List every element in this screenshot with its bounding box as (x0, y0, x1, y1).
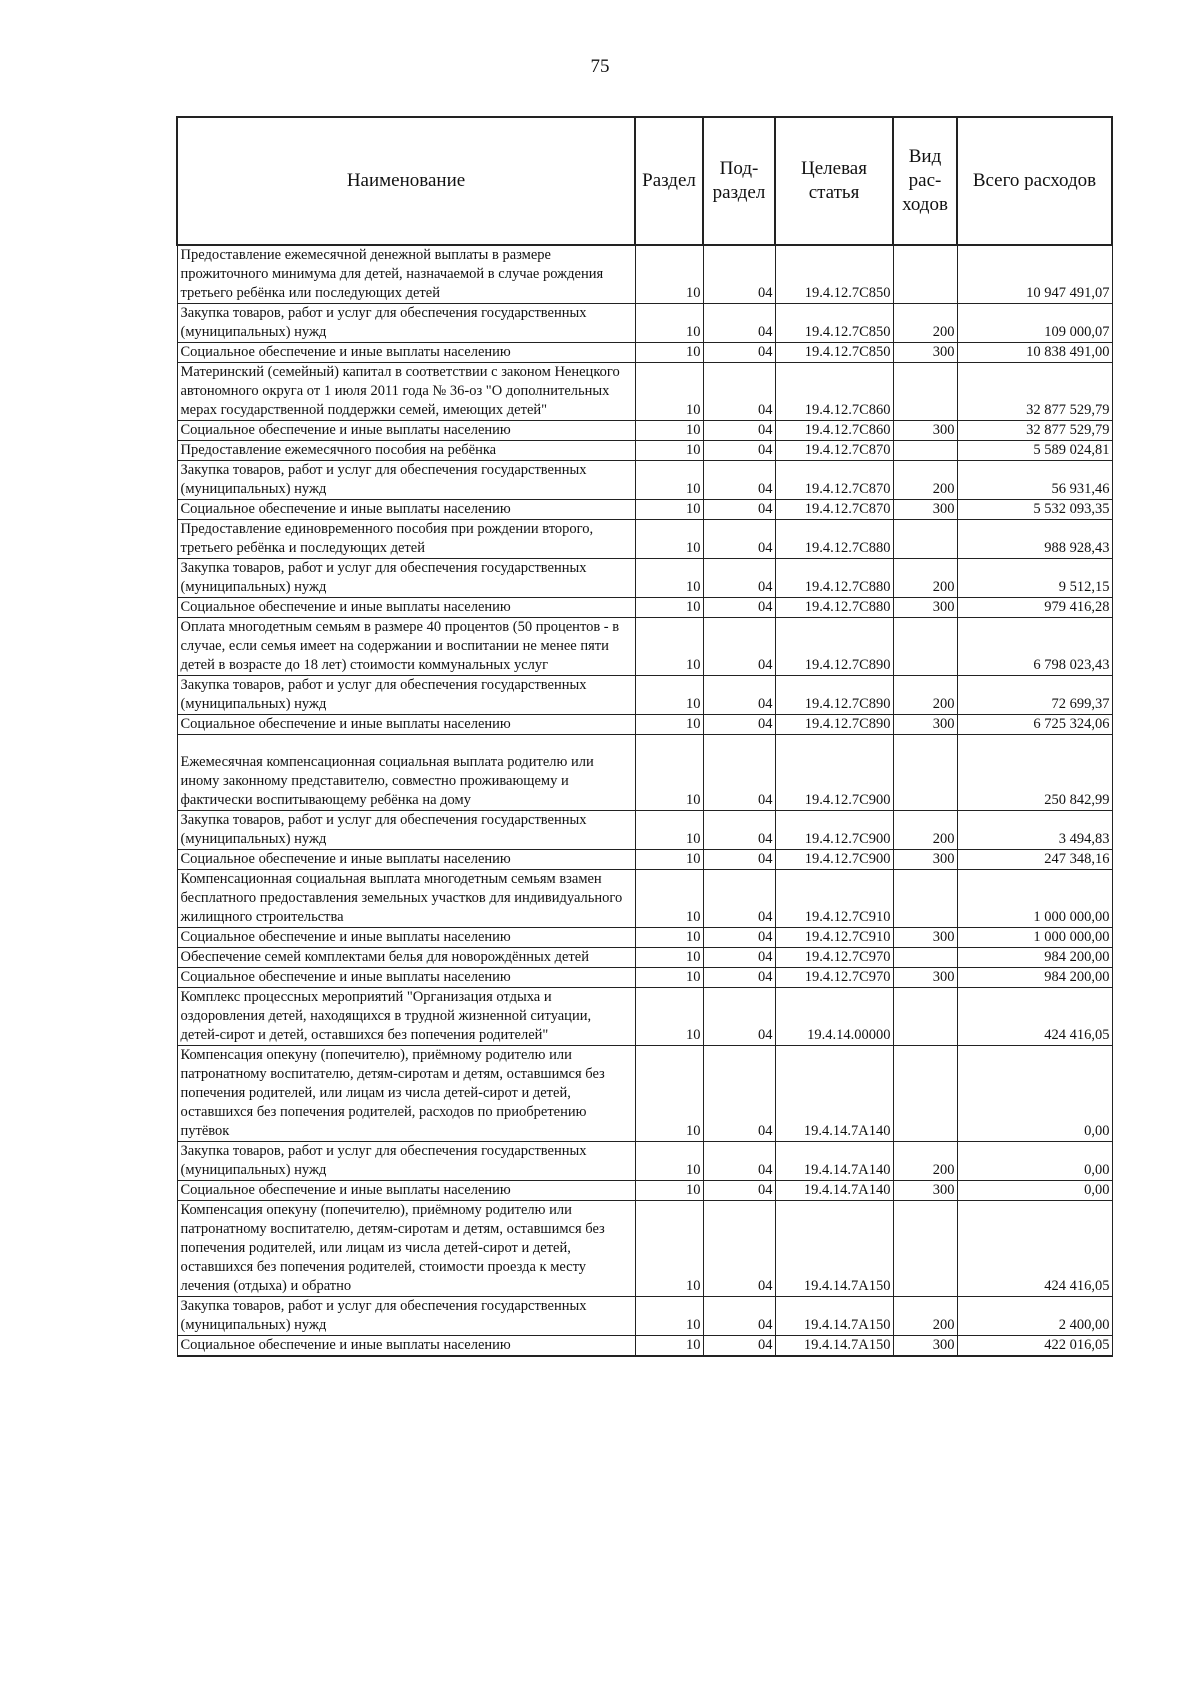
row-podrazdel: 04 (703, 715, 775, 735)
row-name: Социальное обеспечение и иные выплаты населению (177, 343, 635, 363)
row-razdel: 10 (635, 1142, 703, 1181)
row-razdel: 10 (635, 363, 703, 421)
row-razdel: 10 (635, 500, 703, 520)
row-vid: 300 (893, 500, 957, 520)
row-total: 6 798 023,43 (957, 618, 1112, 676)
table-row (177, 676, 1112, 715)
row-vid: 200 (893, 676, 957, 715)
row-razdel: 10 (635, 948, 703, 968)
table-row (177, 735, 1112, 811)
row-name: Компенсационная социальная выплата многодетным семьям взамен бесплатного предоставления земельных участков для индивидуального жилищного строительства (177, 870, 635, 928)
header-vid: Вид рас- ходов (893, 117, 957, 245)
row-vid (893, 441, 957, 461)
table-row (177, 304, 1112, 343)
row-podrazdel: 04 (703, 343, 775, 363)
row-name: Социальное обеспечение и иные выплаты населению (177, 850, 635, 870)
row-name: Социальное обеспечение и иные выплаты населению (177, 1181, 635, 1201)
row-name: Обеспечение семей комплектами белья для новорождённых детей (177, 948, 635, 968)
row-total: 5 532 093,35 (957, 500, 1112, 520)
header-razdel: Раздел (635, 117, 703, 245)
row-statya: 19.4.12.7С860 (775, 421, 893, 441)
row-total: 984 200,00 (957, 968, 1112, 988)
row-total: 2 400,00 (957, 1297, 1112, 1336)
row-name: Закупка товаров, работ и услуг для обеспечения государственных (муниципальных) нужд (177, 811, 635, 850)
table-row (177, 343, 1112, 363)
table-row (177, 1142, 1112, 1181)
table-row (177, 1201, 1112, 1297)
row-statya: 19.4.12.7С970 (775, 968, 893, 988)
row-vid: 300 (893, 1181, 957, 1201)
row-razdel: 10 (635, 421, 703, 441)
row-vid (893, 520, 957, 559)
row-total: 424 416,05 (957, 988, 1112, 1046)
row-razdel: 10 (635, 245, 703, 304)
row-vid (893, 870, 957, 928)
row-razdel: 10 (635, 1201, 703, 1297)
row-statya: 19.4.12.7С870 (775, 500, 893, 520)
table-row (177, 245, 1112, 304)
row-statya: 19.4.12.7С890 (775, 618, 893, 676)
row-statya: 19.4.12.7С860 (775, 363, 893, 421)
row-razdel: 10 (635, 870, 703, 928)
row-vid: 200 (893, 461, 957, 500)
row-vid: 300 (893, 928, 957, 948)
table-row (177, 461, 1112, 500)
row-podrazdel: 04 (703, 948, 775, 968)
row-statya: 19.4.12.7С900 (775, 735, 893, 811)
row-vid: 300 (893, 850, 957, 870)
table-row (177, 1297, 1112, 1336)
row-razdel: 10 (635, 811, 703, 850)
row-name: Закупка товаров, работ и услуг для обеспечения государственных (муниципальных) нужд (177, 304, 635, 343)
row-name: Ежемесячная компенсационная социальная выплата родителю или иному законному представителю, совместно проживающему и фактически воспитывающему ребёнка на дому (177, 735, 635, 811)
budget-table (176, 116, 1113, 1357)
row-total: 422 016,05 (957, 1336, 1112, 1357)
header-name: Наименование (177, 117, 635, 245)
row-total: 109 000,07 (957, 304, 1112, 343)
row-razdel: 10 (635, 1046, 703, 1142)
row-vid: 300 (893, 715, 957, 735)
row-name: Закупка товаров, работ и услуг для обеспечения государственных (муниципальных) нужд (177, 559, 635, 598)
header-statya: Целевая статья (775, 117, 893, 245)
table-row (177, 363, 1112, 421)
row-total: 5 589 024,81 (957, 441, 1112, 461)
row-name: Компенсация опекуну (попечителю), приёмному родителю или патронатному воспитателю, детям-сиротам и детям, оставшимся без попечения родителей, или лицам из числа детей-сирот и детей, оставшихся без попечения родителей, стоимости проезда к месту лечения (отдыха) и обратно (177, 1201, 635, 1297)
row-vid: 300 (893, 598, 957, 618)
row-vid (893, 1201, 957, 1297)
row-statya: 19.4.12.7С900 (775, 850, 893, 870)
header-total: Всего расходов (957, 117, 1112, 245)
row-total: 250 842,99 (957, 735, 1112, 811)
table-row (177, 441, 1112, 461)
row-total: 32 877 529,79 (957, 363, 1112, 421)
row-razdel: 10 (635, 520, 703, 559)
row-vid (893, 988, 957, 1046)
row-podrazdel: 04 (703, 363, 775, 421)
row-statya: 19.4.14.7А150 (775, 1297, 893, 1336)
table-row (177, 618, 1112, 676)
row-name: Закупка товаров, работ и услуг для обеспечения государственных (муниципальных) нужд (177, 1297, 635, 1336)
row-razdel: 10 (635, 304, 703, 343)
row-total: 3 494,83 (957, 811, 1112, 850)
row-razdel: 10 (635, 676, 703, 715)
row-name: Комплекс процессных мероприятий "Организация отдыха и оздоровления детей, находящихся в трудной жизненной ситуации, детей-сирот и детей, оставшихся без попечения родителей" (177, 988, 635, 1046)
row-total: 247 348,16 (957, 850, 1112, 870)
row-podrazdel: 04 (703, 1181, 775, 1201)
row-vid: 300 (893, 968, 957, 988)
row-total: 1 000 000,00 (957, 928, 1112, 948)
table-row (177, 715, 1112, 735)
row-statya: 19.4.12.7С910 (775, 928, 893, 948)
row-razdel: 10 (635, 715, 703, 735)
row-vid (893, 245, 957, 304)
row-total: 0,00 (957, 1181, 1112, 1201)
row-total: 979 416,28 (957, 598, 1112, 618)
row-statya: 19.4.14.7А140 (775, 1046, 893, 1142)
row-name: Социальное обеспечение и иные выплаты населению (177, 500, 635, 520)
row-podrazdel: 04 (703, 928, 775, 948)
row-podrazdel: 04 (703, 461, 775, 500)
row-name: Оплата многодетным семьям в размере 40 процентов (50 процентов - в случае, если семья имеет на содержании и воспитании не менее пяти детей в возрасте до 18 лет) стоимости коммунальных услуг (177, 618, 635, 676)
table-row (177, 928, 1112, 948)
page-number: 75 (590, 56, 610, 77)
table-row (177, 500, 1112, 520)
row-statya: 19.4.12.7С910 (775, 870, 893, 928)
row-statya: 19.4.12.7С850 (775, 304, 893, 343)
row-podrazdel: 04 (703, 520, 775, 559)
row-vid (893, 948, 957, 968)
row-razdel: 10 (635, 735, 703, 811)
row-podrazdel: 04 (703, 988, 775, 1046)
row-podrazdel: 04 (703, 421, 775, 441)
row-name: Компенсация опекуну (попечителю), приёмному родителю или патронатному воспитателю, детям-сиротам и детям, оставшимся без попечения родителей, или лицам из числа детей-сирот и детей, оставшихся без попечения родителей, расходов по приобретению путёвок (177, 1046, 635, 1142)
row-razdel: 10 (635, 1297, 703, 1336)
table-row (177, 811, 1112, 850)
row-podrazdel: 04 (703, 676, 775, 715)
row-podrazdel: 04 (703, 618, 775, 676)
table-row (177, 968, 1112, 988)
row-razdel: 10 (635, 343, 703, 363)
row-vid: 300 (893, 421, 957, 441)
row-vid: 300 (893, 1336, 957, 1357)
row-statya: 19.4.12.7С890 (775, 715, 893, 735)
row-podrazdel: 04 (703, 870, 775, 928)
row-razdel: 10 (635, 850, 703, 870)
row-statya: 19.4.12.7С850 (775, 245, 893, 304)
table-row (177, 1336, 1112, 1357)
row-statya: 19.4.14.7А140 (775, 1142, 893, 1181)
row-vid: 200 (893, 811, 957, 850)
row-podrazdel: 04 (703, 811, 775, 850)
row-total: 6 725 324,06 (957, 715, 1112, 735)
row-razdel: 10 (635, 559, 703, 598)
row-podrazdel: 04 (703, 441, 775, 461)
row-name: Предоставление ежемесячной денежной выплаты в размере прожиточного минимума для детей, назначаемой в случае рождения третьего ребёнка или последующих детей (177, 245, 635, 304)
row-statya: 19.4.12.7С890 (775, 676, 893, 715)
table-row (177, 520, 1112, 559)
row-total: 56 931,46 (957, 461, 1112, 500)
row-total: 72 699,37 (957, 676, 1112, 715)
row-podrazdel: 04 (703, 1201, 775, 1297)
row-razdel: 10 (635, 968, 703, 988)
row-razdel: 10 (635, 461, 703, 500)
table-body (177, 245, 1112, 1356)
row-razdel: 10 (635, 441, 703, 461)
row-razdel: 10 (635, 1336, 703, 1357)
row-vid: 200 (893, 304, 957, 343)
table-row (177, 1046, 1112, 1142)
table-row (177, 421, 1112, 441)
row-total: 10 947 491,07 (957, 245, 1112, 304)
row-vid: 200 (893, 559, 957, 598)
row-total: 984 200,00 (957, 948, 1112, 968)
row-vid (893, 1046, 957, 1142)
row-razdel: 10 (635, 598, 703, 618)
row-razdel: 10 (635, 1181, 703, 1201)
row-total: 0,00 (957, 1046, 1112, 1142)
row-podrazdel: 04 (703, 968, 775, 988)
row-vid (893, 618, 957, 676)
row-podrazdel: 04 (703, 1046, 775, 1142)
row-vid (893, 363, 957, 421)
row-statya: 19.4.12.7С870 (775, 461, 893, 500)
row-statya: 19.4.14.7А150 (775, 1201, 893, 1297)
row-total: 9 512,15 (957, 559, 1112, 598)
row-name: Закупка товаров, работ и услуг для обеспечения государственных (муниципальных) нужд (177, 461, 635, 500)
row-total: 10 838 491,00 (957, 343, 1112, 363)
row-razdel: 10 (635, 988, 703, 1046)
table-row (177, 1181, 1112, 1201)
table-row (177, 598, 1112, 618)
row-total: 0,00 (957, 1142, 1112, 1181)
row-name: Социальное обеспечение и иные выплаты населению (177, 1336, 635, 1357)
row-name: Социальное обеспечение и иные выплаты населению (177, 968, 635, 988)
row-vid: 200 (893, 1142, 957, 1181)
row-total: 32 877 529,79 (957, 421, 1112, 441)
row-statya: 19.4.14.00000 (775, 988, 893, 1046)
row-razdel: 10 (635, 618, 703, 676)
row-name: Предоставление ежемесячного пособия на ребёнка (177, 441, 635, 461)
row-podrazdel: 04 (703, 559, 775, 598)
row-podrazdel: 04 (703, 1297, 775, 1336)
row-statya: 19.4.12.7С880 (775, 520, 893, 559)
row-statya: 19.4.14.7А140 (775, 1181, 893, 1201)
row-podrazdel: 04 (703, 1142, 775, 1181)
row-podrazdel: 04 (703, 245, 775, 304)
row-name: Социальное обеспечение и иные выплаты населению (177, 421, 635, 441)
table-row (177, 559, 1112, 598)
row-total: 424 416,05 (957, 1201, 1112, 1297)
row-statya: 19.4.12.7С970 (775, 948, 893, 968)
row-podrazdel: 04 (703, 735, 775, 811)
row-total: 988 928,43 (957, 520, 1112, 559)
row-podrazdel: 04 (703, 500, 775, 520)
row-podrazdel: 04 (703, 850, 775, 870)
row-name: Предоставление единовременного пособия при рождении второго, третьего ребёнка и последующих детей (177, 520, 635, 559)
row-statya: 19.4.12.7С900 (775, 811, 893, 850)
row-statya: 19.4.12.7С880 (775, 559, 893, 598)
table-row (177, 870, 1112, 928)
row-name: Социальное обеспечение и иные выплаты населению (177, 598, 635, 618)
table-header-row (177, 117, 1112, 245)
row-statya: 19.4.12.7С870 (775, 441, 893, 461)
row-total: 1 000 000,00 (957, 870, 1112, 928)
row-statya: 19.4.12.7С850 (775, 343, 893, 363)
table-row (177, 850, 1112, 870)
row-podrazdel: 04 (703, 598, 775, 618)
row-podrazdel: 04 (703, 1336, 775, 1357)
table-row (177, 988, 1112, 1046)
row-statya: 19.4.14.7А150 (775, 1336, 893, 1357)
table-row (177, 948, 1112, 968)
row-podrazdel: 04 (703, 304, 775, 343)
row-name: Социальное обеспечение и иные выплаты населению (177, 715, 635, 735)
row-vid (893, 735, 957, 811)
row-vid: 300 (893, 343, 957, 363)
row-name: Социальное обеспечение и иные выплаты населению (177, 928, 635, 948)
header-podrazdel: Под- раздел (703, 117, 775, 245)
row-name: Материнский (семейный) капитал в соответствии с законом Ненецкого автономного округа от 1 июля 2011 года № 36-оз "О дополнительных мерах государственной поддержки семей, имеющих детей" (177, 363, 635, 421)
row-statya: 19.4.12.7С880 (775, 598, 893, 618)
row-name: Закупка товаров, работ и услуг для обеспечения государственных (муниципальных) нужд (177, 1142, 635, 1181)
row-razdel: 10 (635, 928, 703, 948)
row-name: Закупка товаров, работ и услуг для обеспечения государственных (муниципальных) нужд (177, 676, 635, 715)
row-vid: 200 (893, 1297, 957, 1336)
